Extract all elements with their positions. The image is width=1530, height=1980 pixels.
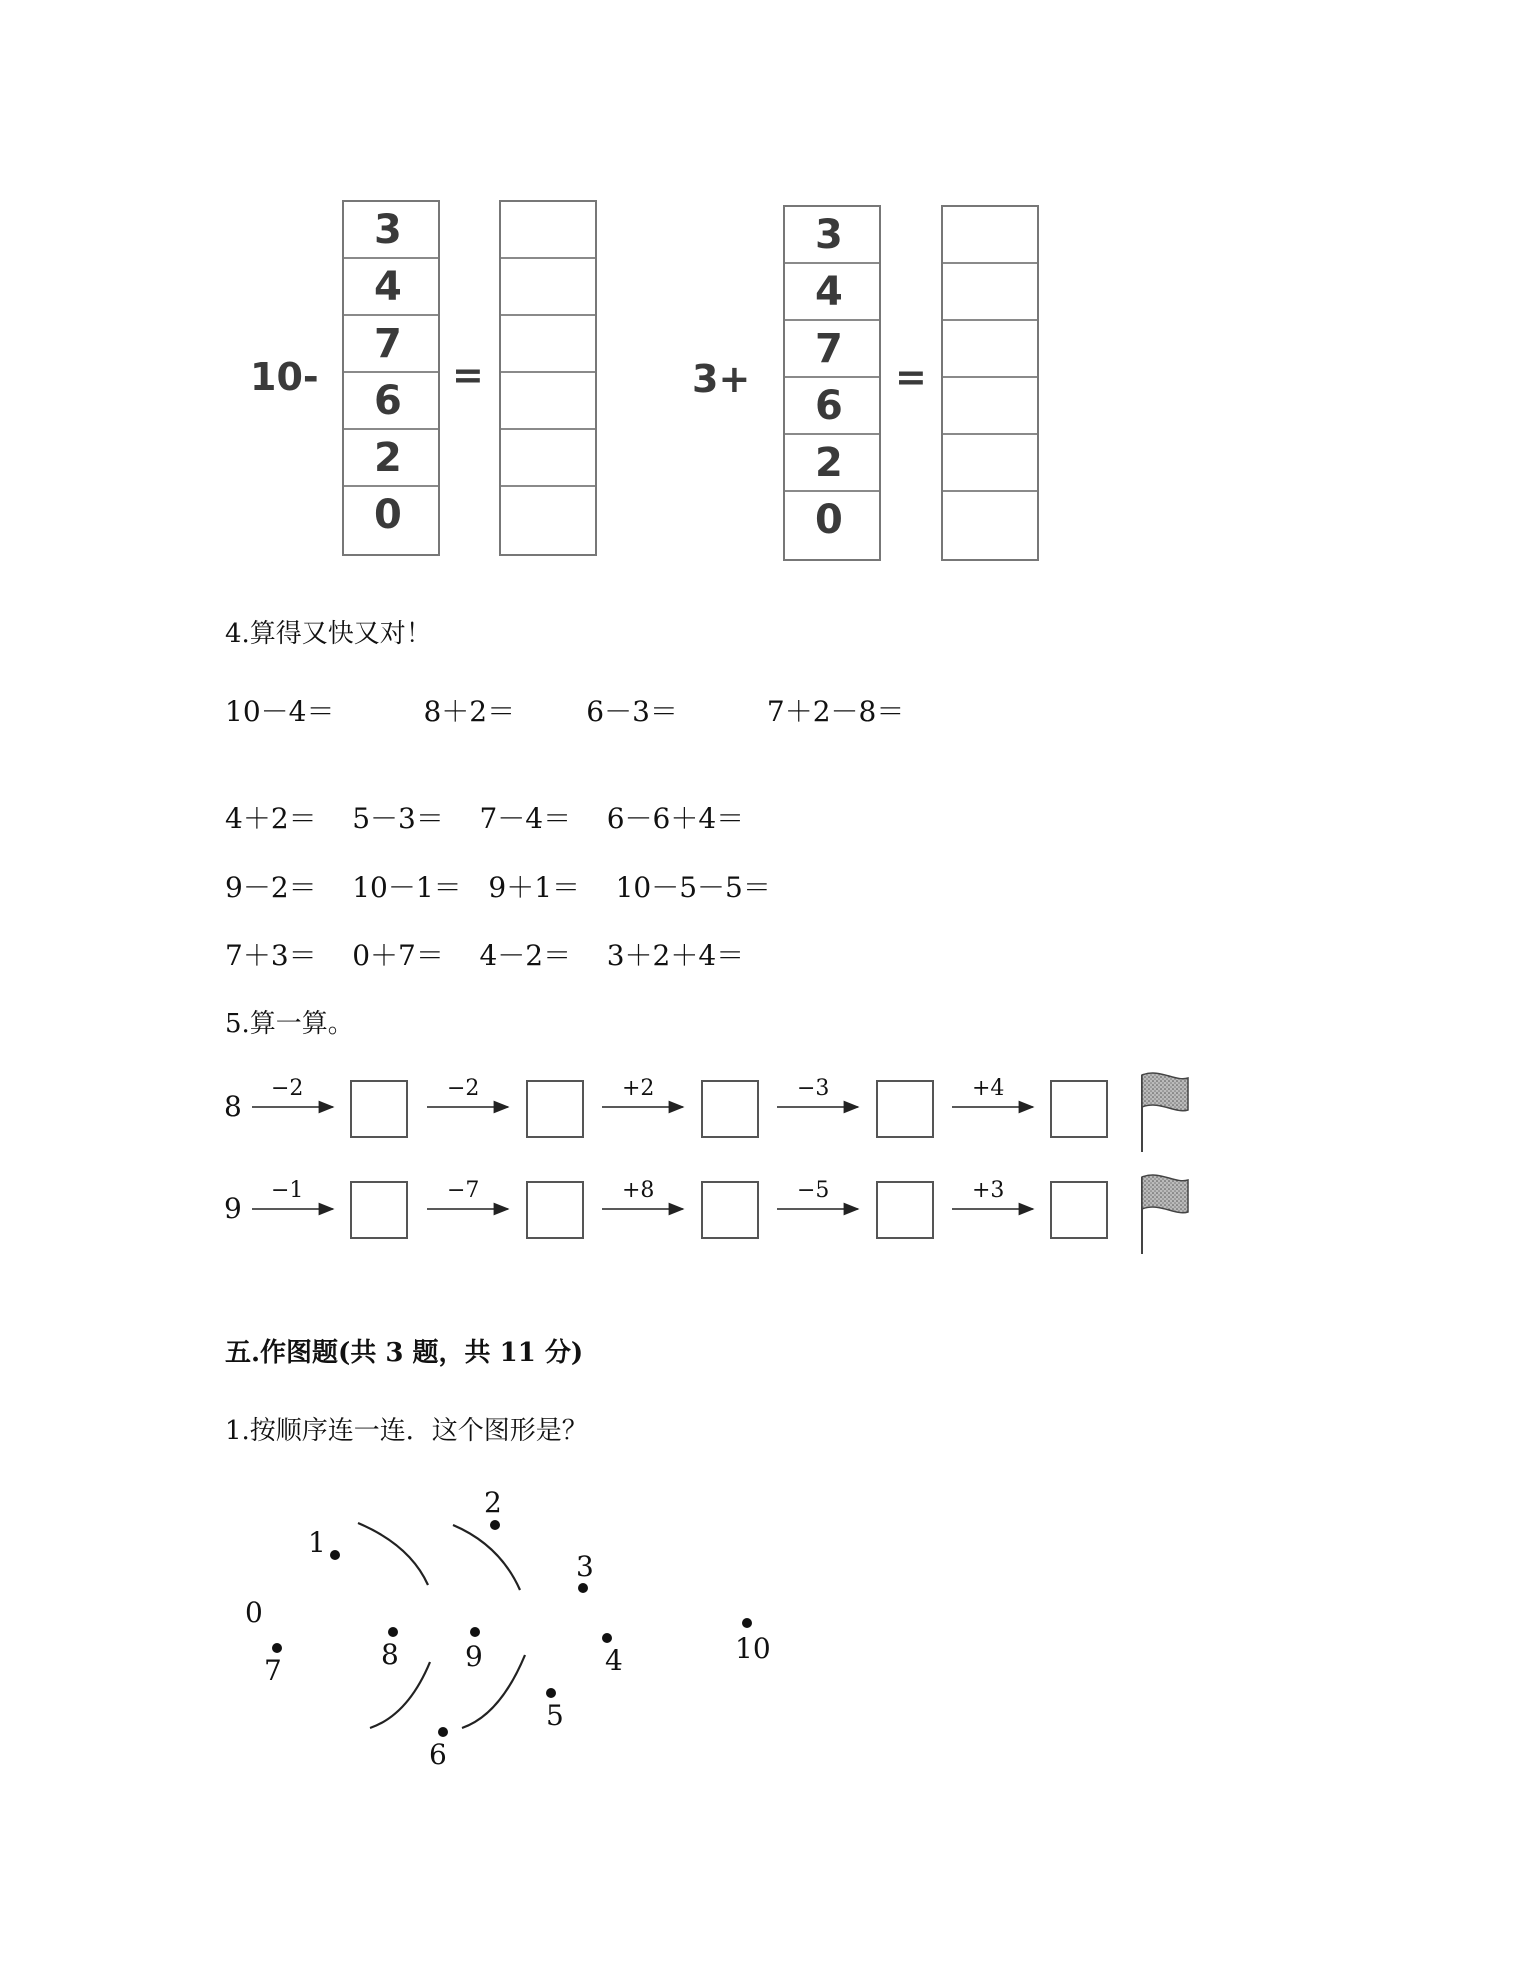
chain1-op-1: −2 bbox=[271, 1076, 304, 1101]
chain1-op-4: −3 bbox=[797, 1076, 830, 1101]
arc bbox=[453, 1525, 520, 1590]
arc bbox=[370, 1662, 430, 1728]
dot-label-2: 2 bbox=[484, 1486, 502, 1519]
right-prefix: 3+ bbox=[692, 357, 751, 401]
q4-row-4: 7＋3＝ 0＋7＝ 4－2＝ 3＋2＋4＝ bbox=[225, 939, 745, 972]
dot-1 bbox=[330, 1550, 340, 1560]
q4-row-1: 10－4＝ 8＋2＝ 6－3＝ 7＋2－8＝ bbox=[225, 695, 905, 728]
chain2-op-1: −1 bbox=[271, 1178, 304, 1203]
chain1-start: 8 bbox=[224, 1090, 242, 1123]
dot-10 bbox=[742, 1618, 752, 1628]
arc bbox=[358, 1523, 428, 1585]
section-q1: 1.按顺序连一连．这个图形是？ bbox=[225, 1416, 588, 1446]
q4-title: 4.算得又快又对！ bbox=[225, 619, 432, 649]
chain2-start: 9 bbox=[224, 1192, 242, 1225]
chain2-op-4: −5 bbox=[797, 1178, 830, 1203]
chain1-op-3: +2 bbox=[622, 1076, 655, 1101]
dot-label-0: 0 bbox=[245, 1596, 263, 1629]
chain1-op-5: +4 bbox=[972, 1076, 1005, 1101]
right-value-5: 2 bbox=[785, 435, 879, 492]
chain2-op-3: +8 bbox=[622, 1178, 655, 1203]
dot-0 bbox=[272, 1643, 282, 1653]
dot-2 bbox=[490, 1520, 500, 1530]
dot-label-1: 1 bbox=[308, 1526, 326, 1559]
left-prefix: 10- bbox=[250, 355, 319, 399]
dot-9 bbox=[470, 1627, 480, 1637]
left-value-2: 4 bbox=[344, 259, 438, 316]
dot-label-8: 8 bbox=[381, 1638, 399, 1671]
left-value-5: 2 bbox=[344, 430, 438, 487]
right-value-2: 4 bbox=[785, 264, 879, 321]
section-title: 五.作图题(共 3 题，共 11 分) bbox=[225, 1338, 584, 1368]
dot-label-10: 10 bbox=[735, 1632, 771, 1665]
right-value-1: 3 bbox=[785, 207, 879, 264]
dot-6 bbox=[438, 1727, 448, 1737]
right-value-3: 7 bbox=[785, 321, 879, 378]
left-value-6: 0 bbox=[374, 492, 402, 538]
dot-label-4: 4 bbox=[605, 1644, 623, 1677]
right-equals: = bbox=[895, 355, 927, 399]
chain2-op-2: −7 bbox=[447, 1178, 480, 1203]
chain1-op-2: −2 bbox=[447, 1076, 480, 1101]
q4-row-2: 4＋2＝ 5－3＝ 7－4＝ 6－6＋4＝ bbox=[225, 802, 745, 835]
dot-label-5: 5 bbox=[546, 1699, 564, 1732]
right-value-4: 6 bbox=[785, 378, 879, 435]
dot-label-3: 3 bbox=[576, 1550, 594, 1583]
dot-label-7: 7 bbox=[264, 1654, 282, 1687]
right-value-6: 0 bbox=[815, 497, 843, 543]
dot-label-6: 6 bbox=[429, 1738, 447, 1771]
dot-8 bbox=[388, 1627, 398, 1637]
dot-3 bbox=[578, 1583, 588, 1593]
q4-row-3: 9－2＝ 10－1＝ 9＋1＝ 10－5－5＝ bbox=[225, 871, 771, 904]
left-value-4: 6 bbox=[344, 373, 438, 430]
dot-5 bbox=[546, 1688, 556, 1698]
q5-title: 5.算一算。 bbox=[225, 1009, 354, 1039]
dot-4 bbox=[602, 1633, 612, 1643]
left-value-3: 7 bbox=[344, 316, 438, 373]
dot-label-9: 9 bbox=[465, 1640, 483, 1673]
left-value-1: 3 bbox=[344, 202, 438, 259]
left-equals: = bbox=[452, 353, 484, 397]
chain2-op-5: +3 bbox=[972, 1178, 1005, 1203]
